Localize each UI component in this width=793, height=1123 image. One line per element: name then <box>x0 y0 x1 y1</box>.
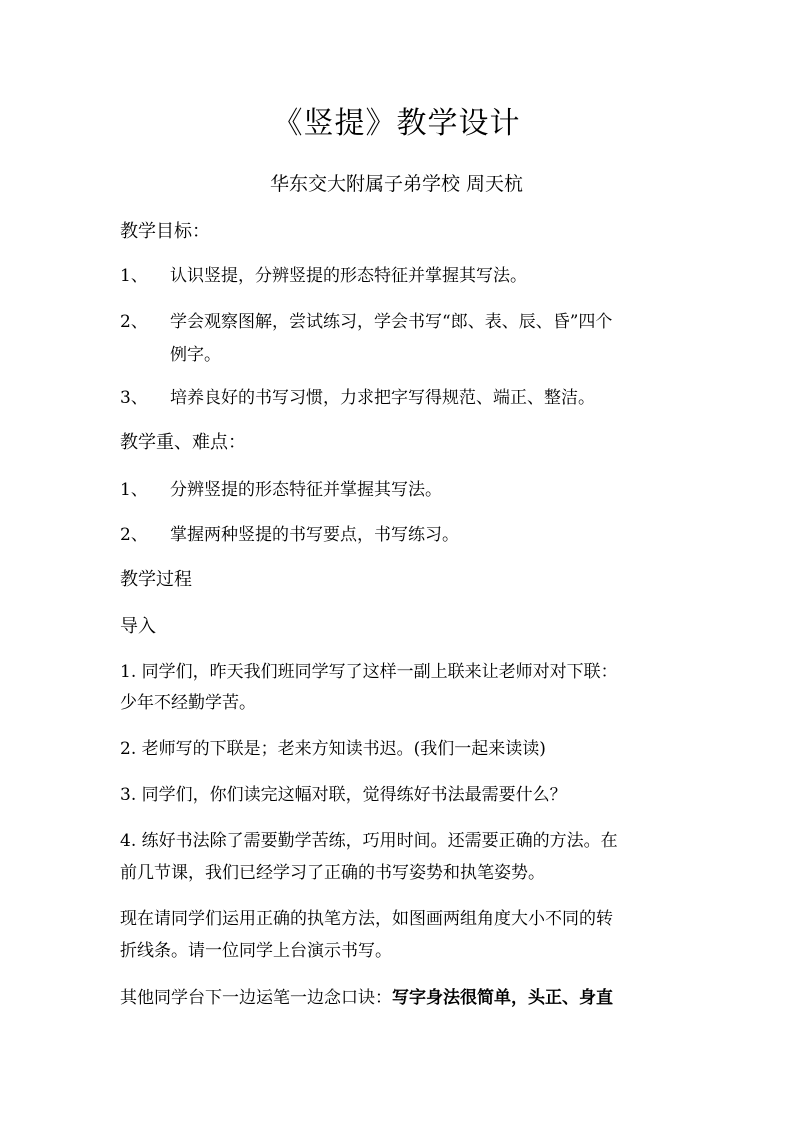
step-1-continued: 少年不经勤学苦。 <box>120 693 256 713</box>
objective-item-2 <box>120 309 680 335</box>
process-heading: 教学过程 <box>120 569 192 590</box>
intro-heading: 导入 <box>120 616 156 637</box>
key-point-text: 分辨竖提的形态特征并掌握其写法。 <box>170 480 442 500</box>
paragraph-2-text: 其他同学台下一边运笔一边念口诀： <box>120 988 392 1008</box>
key-point-text: 掌握两种竖提的书写要点，书写练习。 <box>170 525 459 545</box>
objective-item-1 <box>120 263 680 289</box>
paragraph-1-continued: 折线条。请一位同学上台演示书写。 <box>120 941 392 961</box>
paragraph-1: 现在请同学们运用正确的执笔方法，如图画两组角度大小不同的转 <box>120 909 613 929</box>
document-author: 华东交大附属子弟学校 周天杭 <box>269 173 524 195</box>
step-4-continued: 前几节课，我们已经学习了正确的书写姿势和执笔姿势。 <box>120 863 545 883</box>
objective-item-2-continued: 例字。 <box>170 345 221 365</box>
key-point-item-1 <box>120 477 680 503</box>
step-4: 4. 练好书法除了需要勤学苦练，巧用时间。还需要正确的方法。在 <box>120 831 618 851</box>
objectives-heading: 教学目标： <box>120 221 210 242</box>
objective-text: 学会观察图解，尝试练习，学会书写“郎、表、辰、昏”四个 <box>170 312 613 332</box>
objective-text: 培养良好的书写习惯，力求把字写得规范、端正、整洁。 <box>170 388 595 408</box>
objective-text: 认识竖提，分辨竖提的形态特征并掌握其写法。 <box>170 266 527 286</box>
paragraph-2 <box>120 985 680 1011</box>
objective-number: 3、 <box>120 388 148 408</box>
step-2: 2. 老师写的下联是；老来方知读书迟。(我们一起来读读) <box>120 739 546 759</box>
key-point-item-2 <box>120 522 680 548</box>
key-point-number: 2、 <box>120 525 148 545</box>
document-title: 《竖提》教学设计 <box>272 106 521 141</box>
paragraph-2-bold-text: 写字身法很简单，头正、身直 <box>392 988 613 1008</box>
step-1: 1. 同学们，昨天我们班同学写了这样一副上联来让老师对对下联： <box>120 662 618 682</box>
key-point-number: 1、 <box>120 480 148 500</box>
step-3: 3. 同学们，你们读完这幅对联，觉得练好书法最需要什么？ <box>120 785 567 805</box>
objective-item-3 <box>120 385 680 411</box>
objective-number: 1、 <box>120 266 148 286</box>
objective-number: 2、 <box>120 312 148 332</box>
key-points-heading: 教学重、难点： <box>120 432 246 453</box>
